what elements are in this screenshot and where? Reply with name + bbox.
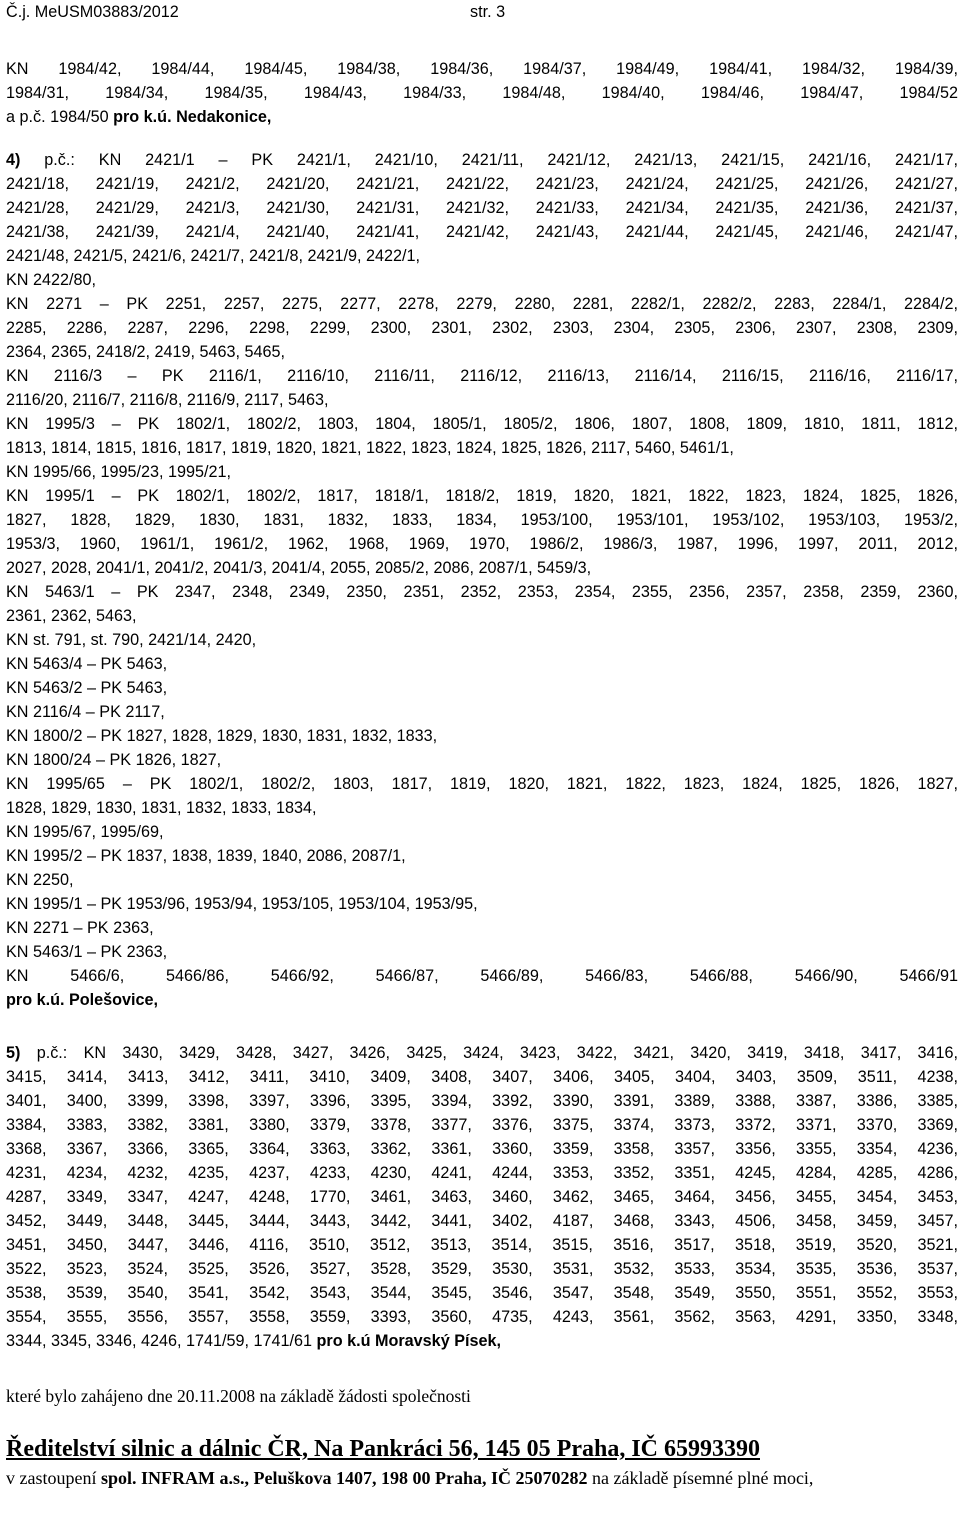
parcel-text: a p.č. 1984/50 (6, 108, 109, 126)
parcel-line: 3401, 3400, 3399, 3398, 3397, 3396, 3395, 3394, 3392, 3390, 3391, 3389, 3388, 3387, 3386, 3385, (6, 1092, 958, 1110)
parcel-line: KN 2271 – PK 2363, (6, 919, 154, 937)
parcel-text: 3344, 3345, 3346, 4246, 1741/59, 1741/61 (6, 1332, 313, 1350)
parcel-line: KN 5463/1 – PK 2363, (6, 943, 168, 961)
parcel-line (6, 1041, 958, 1065)
page-number: str. 3 (470, 3, 506, 21)
parcel-line: KN 2422/80, (6, 271, 96, 289)
parcel-line: KN 2271 – PK 2251, 2257, 2275, 2277, 2278, 2279, 2280, 2281, 2282/1, 2282/2, 2283, 2284/1, 2284/2, (6, 295, 958, 313)
parcel-line: KN 1995/3 – PK 1802/1, 1802/2, 1803, 1804, 1805/1, 1805/2, 1806, 1807, 1808, 1809, 1810, 1811, 1812, (6, 415, 958, 433)
parcel-line: 4287, 3349, 3347, 4247, 4248, 1770, 3461, 3463, 3460, 3462, 3465, 3464, 3456, 3455, 3454, 3453, (6, 1188, 958, 1206)
parcel-line: 1827, 1828, 1829, 1830, 1831, 1832, 1833, 1834, 1953/100, 1953/101, 1953/102, 1953/103, 1953/2, (6, 511, 958, 529)
parcel-line: KN 1995/1 – PK 1953/96, 1953/94, 1953/105, 1953/104, 1953/95, (6, 895, 478, 913)
parcel-line: 2285, 2286, 2287, 2296, 2298, 2299, 2300, 2301, 2302, 2303, 2304, 2305, 2306, 2307, 2308, 2309, (6, 319, 958, 337)
parcel-line: 2421/38, 2421/39, 2421/4, 2421/40, 2421/41, 2421/42, 2421/43, 2421/44, 2421/45, 2421/46, 2421/47, (6, 223, 958, 241)
applicant-name: Ředitelství silnic a dálnic ČR, Na Pankráci 56, 145 05 Praha, IČ 65993390 (6, 1436, 760, 1462)
reference-number: Č.j. MeUSM03883/2012 (6, 3, 179, 21)
parcel-text: p.č.: KN 2421/1 – PK 2421/1, 2421/10, 2421/11, 2421/12, 2421/13, 2421/15, 2421/16, 2421/17, (44, 151, 958, 169)
parcel-line: KN 1995/65 – PK 1802/1, 1802/2, 1803, 1817, 1819, 1820, 1821, 1822, 1823, 1824, 1825, 1826, 1827, (6, 775, 958, 793)
section-3-parcels (6, 57, 958, 129)
parcel-line: KN 5466/6, 5466/86, 5466/92, 5466/87, 5466/89, 5466/83, 5466/88, 5466/90, 5466/91 (6, 967, 958, 985)
section-5-parcels (6, 1041, 958, 1353)
representative-prefix: v zastoupení (6, 1468, 97, 1488)
parcel-line: KN 5463/2 – PK 5463, (6, 679, 168, 697)
parcel-line: KN 2116/3 – PK 2116/1, 2116/10, 2116/11, 2116/12, 2116/13, 2116/14, 2116/15, 2116/16, 2116/17, (6, 367, 958, 385)
parcel-line: 1953/3, 1960, 1961/1, 1961/2, 1962, 1968, 1969, 1970, 1986/2, 1986/3, 1987, 1996, 1997, 2011, 2012, (6, 535, 958, 553)
parcel-line: 3368, 3367, 3366, 3365, 3364, 3363, 3362, 3361, 3360, 3359, 3358, 3357, 3356, 3355, 3354, 4236, (6, 1140, 958, 1158)
parcel-line: 3554, 3555, 3556, 3557, 3558, 3559, 3393, 3560, 4735, 4243, 3561, 3562, 3563, 4291, 3350, 3348, (6, 1308, 958, 1326)
parcel-line: 1828, 1829, 1830, 1831, 1832, 1833, 1834, (6, 799, 317, 817)
parcel-line: 3451, 3450, 3447, 3446, 4116, 3510, 3512, 3513, 3514, 3515, 3516, 3517, 3518, 3519, 3520, 3521, (6, 1236, 958, 1254)
parcel-line: 4231, 4234, 4232, 4235, 4237, 4233, 4230, 4241, 4244, 3353, 3352, 3351, 4245, 4284, 4285, 4286, (6, 1164, 958, 1182)
parcel-line: KN 1995/67, 1995/69, (6, 823, 164, 841)
cadastral-area-nedakonice: pro k.ú. Nedakonice, (113, 108, 272, 126)
representative-company: spol. INFRAM a.s., Peluškova 1407, 198 00 Praha, IČ 25070282 (100, 1468, 588, 1488)
parcel-line: 2361, 2362, 5463, (6, 607, 137, 625)
parcel-line: 3522, 3523, 3524, 3525, 3526, 3527, 3528, 3529, 3530, 3531, 3532, 3533, 3534, 3535, 3536, 3537, (6, 1260, 958, 1278)
parcel-line: KN 1800/24 – PK 1826, 1827, (6, 751, 222, 769)
parcel-line (6, 105, 958, 129)
parcel-line: 2116/20, 2116/7, 2116/8, 2116/9, 2117, 5463, (6, 391, 329, 409)
section-number: 5) (6, 1044, 21, 1062)
parcel-line: 3384, 3383, 3382, 3381, 3380, 3379, 3378, 3377, 3376, 3375, 3374, 3373, 3372, 3371, 3370, 3369, (6, 1116, 958, 1134)
parcel-line: KN 5463/1 – PK 2347, 2348, 2349, 2350, 2351, 2352, 2353, 2354, 2355, 2356, 2357, 2358, 2359, 2360, (6, 583, 958, 601)
parcel-line: 2421/48, 2421/5, 2421/6, 2421/7, 2421/8, 2421/9, 2422/1, (6, 247, 421, 265)
page-header (6, 0, 946, 24)
parcel-line: 1984/31, 1984/34, 1984/35, 1984/43, 1984/33, 1984/48, 1984/40, 1984/46, 1984/47, 1984/52 (6, 84, 958, 102)
representative (6, 1467, 956, 1490)
parcel-text: p.č.: KN 3430, 3429, 3428, 3427, 3426, 3425, 3424, 3423, 3422, 3421, 3420, 3419, 3418, 3417, 3416, (36, 1044, 958, 1062)
parcel-line (6, 1329, 958, 1353)
parcel-line: 2421/18, 2421/19, 2421/2, 2421/20, 2421/21, 2421/22, 2421/23, 2421/24, 2421/25, 2421/26, 2421/27, (6, 175, 958, 193)
cadastral-area-polesovice: pro k.ú. Polešovice, (6, 991, 159, 1009)
cadastral-area-moravsky-pisek: pro k.ú Moravský Písek, (316, 1332, 501, 1350)
proceedings-intro: které bylo zahájeno dne 20.11.2008 na základě žádosti společnosti (6, 1386, 471, 1406)
parcel-line: 3452, 3449, 3448, 3445, 3444, 3443, 3442, 3441, 3402, 4187, 3468, 3343, 4506, 3458, 3459, 3457, (6, 1212, 958, 1230)
representative-suffix: na základě písemné plné moci, (592, 1468, 814, 1488)
parcel-line: KN 1995/2 – PK 1837, 1838, 1839, 1840, 2086, 2087/1, (6, 847, 406, 865)
parcel-line: KN st. 791, st. 790, 2421/14, 2420, (6, 631, 257, 649)
parcel-line: KN 5463/4 – PK 5463, (6, 655, 168, 673)
parcel-line: KN 2116/4 – PK 2117, (6, 703, 165, 721)
parcel-line: KN 2250, (6, 871, 74, 889)
parcel-line (6, 148, 958, 172)
section-4-parcels (6, 148, 958, 1012)
parcel-line: KN 1800/2 – PK 1827, 1828, 1829, 1830, 1831, 1832, 1833, (6, 727, 438, 745)
section-number: 4) (6, 151, 21, 169)
parcel-line: 3415, 3414, 3413, 3412, 3411, 3410, 3409, 3408, 3407, 3406, 3405, 3404, 3403, 3509, 3511, 4238, (6, 1068, 958, 1086)
parcel-line: 2364, 2365, 2418/2, 2419, 5463, 5465, (6, 343, 286, 361)
parcel-line: 3538, 3539, 3540, 3541, 3542, 3543, 3544, 3545, 3546, 3547, 3548, 3549, 3550, 3551, 3552, 3553, (6, 1284, 958, 1302)
parcel-line: 2027, 2028, 2041/1, 2041/2, 2041/3, 2041/4, 2055, 2085/2, 2086, 2087/1, 5459/3, (6, 559, 592, 577)
parcel-line: 1813, 1814, 1815, 1816, 1817, 1819, 1820, 1821, 1822, 1823, 1824, 1825, 1826, 2117, 5460, 5461/1, (6, 439, 734, 457)
parcel-line: KN 1995/1 – PK 1802/1, 1802/2, 1817, 1818/1, 1818/2, 1819, 1820, 1821, 1822, 1823, 1824, 1825, 1826, (6, 487, 958, 505)
parcel-line: KN 1995/66, 1995/23, 1995/21, (6, 463, 232, 481)
parcel-line: KN 1984/42, 1984/44, 1984/45, 1984/38, 1984/36, 1984/37, 1984/49, 1984/41, 1984/32, 1984/39, (6, 60, 958, 78)
parcel-line: 2421/28, 2421/29, 2421/3, 2421/30, 2421/31, 2421/32, 2421/33, 2421/34, 2421/35, 2421/36, 2421/37, (6, 199, 958, 217)
